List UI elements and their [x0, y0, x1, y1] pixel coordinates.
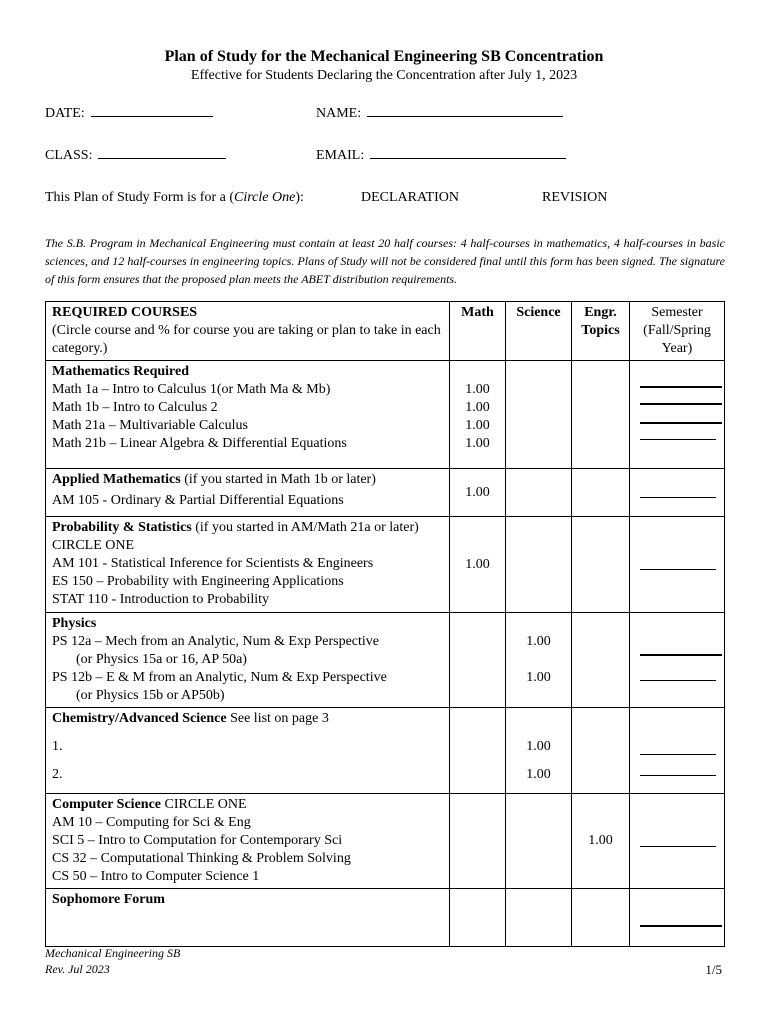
chemistry-item-2[interactable]: 2. — [52, 767, 63, 782]
semester-blank[interactable] — [640, 654, 722, 656]
table-row — [46, 708, 725, 794]
math-value: 1.00 — [465, 418, 490, 433]
prob-stats-note: (if you started in AM/Math 21a or later) CIRCLE ONE — [52, 520, 419, 553]
footer-left — [45, 945, 180, 977]
semester-blank[interactable] — [640, 439, 716, 440]
course-cs-50[interactable]: CS 50 – Intro to Computer Science 1 — [52, 869, 260, 884]
prob-stats-math-cell — [450, 517, 506, 613]
email-label: EMAIL: — [316, 148, 365, 163]
math-value: 1.00 — [465, 382, 490, 397]
chemistry-title: Chemistry/Advanced Science — [52, 711, 227, 726]
page-subtitle: Effective for Students Declaring the Concentration after July 1, 2023 — [190, 68, 578, 83]
table-row — [46, 469, 725, 517]
table-row — [46, 794, 725, 889]
applied-math-title: Applied Mathematics — [52, 472, 181, 487]
physics-title: Physics — [52, 616, 97, 631]
course-am-105[interactable]: AM 105 - Ordinary & Partial Differential Equations — [52, 493, 344, 508]
science-value: 1.00 — [526, 634, 551, 649]
math-required-cell — [46, 361, 450, 469]
applied-math-note: (if you started in Math 1b or later) — [180, 472, 376, 487]
semester-cell — [630, 613, 725, 708]
applied-math-cell — [46, 469, 450, 517]
sophomore-forum-cell — [46, 889, 450, 947]
table-row — [46, 613, 725, 708]
option-declaration[interactable]: DECLARATION — [361, 190, 459, 205]
course-ps-12b[interactable]: PS 12b – E & M from an Analytic, Num & Exp Perspective — [52, 670, 387, 685]
semester-header-text: Semester (Fall/Spring Year) — [643, 305, 711, 356]
semester-cell — [630, 469, 725, 517]
page-number: 1/5 — [705, 962, 722, 977]
science-cell — [506, 361, 572, 469]
math-cell — [450, 613, 506, 708]
semester-cell — [630, 708, 725, 794]
prob-stats-title: Probability & Statistics — [52, 520, 192, 535]
class-blank[interactable] — [98, 146, 226, 159]
footer-program: Mechanical Engineering SB — [45, 946, 181, 960]
computer-science-cell — [46, 794, 450, 889]
plan-type-row — [45, 190, 608, 206]
math-cell — [450, 889, 506, 947]
email-blank[interactable] — [370, 146, 566, 159]
science-header: Science — [506, 302, 572, 361]
course-math-1b[interactable]: Math 1b – Intro to Calculus 2 — [52, 400, 218, 415]
chemistry-item-1[interactable]: 1. — [52, 739, 63, 754]
semester-blank[interactable] — [640, 775, 716, 776]
engr-cell — [572, 889, 630, 947]
semester-blank[interactable] — [640, 925, 722, 927]
semester-blank[interactable] — [640, 846, 716, 847]
course-ps-12b-alt: (or Physics 15b or AP50b) — [76, 688, 225, 703]
class-field[interactable] — [45, 146, 226, 164]
math-value: 1.00 — [465, 484, 490, 500]
chemistry-science-cell — [506, 708, 572, 794]
name-blank[interactable] — [367, 104, 563, 117]
math-value: 1.00 — [465, 436, 490, 451]
science-value: 1.00 — [526, 767, 551, 782]
semester-header — [630, 302, 725, 361]
math-value: 1.00 — [465, 400, 490, 415]
engr-cell — [572, 708, 630, 794]
math-value: 1.00 — [465, 556, 490, 572]
math-cell — [450, 794, 506, 889]
engr-cell — [572, 361, 630, 469]
semester-cell — [630, 794, 725, 889]
table-row — [46, 361, 725, 469]
computer-science-engr-cell — [572, 794, 630, 889]
course-ps-12a[interactable]: PS 12a – Mech from an Analytic, Num & Exp Perspective — [52, 634, 379, 649]
chemistry-cell — [46, 708, 450, 794]
engr-cell — [572, 469, 630, 517]
semester-cell — [630, 889, 725, 947]
date-blank[interactable] — [91, 104, 213, 117]
course-math-21b[interactable]: Math 21b – Linear Algebra & Differential Equations — [52, 436, 347, 451]
science-cell — [506, 794, 572, 889]
required-courses-header — [46, 302, 450, 361]
page-title: Plan of Study for the Mechanical Engineering SB Concentration — [164, 48, 604, 65]
course-sci-5[interactable]: SCI 5 – Intro to Computation for Contemporary Sci — [52, 833, 343, 848]
engr-cell — [572, 613, 630, 708]
semester-cell — [630, 361, 725, 469]
name-label: NAME: — [316, 106, 362, 121]
date-field[interactable] — [45, 104, 213, 122]
sophomore-forum-title: Sophomore Forum — [52, 892, 165, 907]
course-am-10[interactable]: AM 10 – Computing for Sci & Eng — [52, 815, 251, 830]
required-courses-title: REQUIRED COURSES — [52, 305, 198, 320]
option-revision[interactable]: REVISION — [542, 190, 608, 205]
prob-stats-cell — [46, 517, 450, 613]
plan-type-prefix: This Plan of Study Form is for a ( — [45, 190, 234, 205]
science-cell — [506, 517, 572, 613]
physics-science-cell — [506, 613, 572, 708]
table-header-row — [46, 302, 725, 361]
table-row — [46, 889, 725, 947]
science-value: 1.00 — [526, 739, 551, 754]
computer-science-note: CIRCLE ONE — [161, 797, 247, 812]
plan-type-suffix: ): — [295, 190, 304, 205]
course-math-21a[interactable]: Math 21a – Multivariable Calculus — [52, 418, 248, 433]
chemistry-note: See list on page 3 — [226, 711, 329, 726]
semester-blank[interactable] — [640, 754, 716, 755]
engr-topics-header: Engr. Topics — [572, 302, 630, 361]
required-courses-note: (Circle course and % for course you are taking or plan to take in each category.) — [52, 323, 441, 356]
semester-blank[interactable] — [640, 386, 722, 388]
computer-science-title: Computer Science — [52, 797, 161, 812]
course-stat-110[interactable]: STAT 110 - Introduction to Probability — [52, 592, 270, 607]
science-value: 1.00 — [526, 670, 551, 685]
date-label: DATE: — [45, 106, 85, 121]
science-cell — [506, 889, 572, 947]
math-required-math-cell — [450, 361, 506, 469]
plan-type-circle-one: Circle One — [234, 190, 296, 205]
class-label: CLASS: — [45, 148, 93, 163]
course-ps-12a-alt: (or Physics 15a or 16, AP 50a) — [76, 652, 247, 667]
semester-blank[interactable] — [640, 497, 716, 498]
course-cs-32[interactable]: CS 32 – Computational Thinking & Problem Solving — [52, 851, 351, 866]
requirements-notice: The S.B. Program in Mechanical Engineering must contain at least 20 half courses: 4 half-courses in mathematics, 4 half-courses in basic sciences, and 12 half-courses in engineering topics. Plans of Study will not be considered final until this form has been signed. The signature of this form ensures that the proposed plan meets the ABET distribution requirements. — [45, 236, 725, 286]
semester-blank[interactable] — [640, 422, 722, 424]
science-cell — [506, 469, 572, 517]
name-field[interactable] — [316, 104, 563, 122]
semester-blank[interactable] — [640, 569, 716, 570]
table-row — [46, 517, 725, 613]
semester-blank[interactable] — [640, 403, 722, 405]
math-required-title: Mathematics Required — [52, 364, 189, 379]
course-am-101[interactable]: AM 101 - Statistical Inference for Scientists & Engineers — [52, 556, 374, 571]
email-field[interactable] — [316, 146, 566, 164]
course-es-150[interactable]: ES 150 – Probability with Engineering Applications — [52, 574, 344, 589]
required-courses-table — [45, 301, 725, 947]
math-cell — [450, 708, 506, 794]
semester-blank[interactable] — [640, 680, 716, 681]
course-math-1a[interactable]: Math 1a – Intro to Calculus 1(or Math Ma & Mb) — [52, 382, 331, 397]
footer-revision: Rev. Jul 2023 — [45, 962, 110, 976]
applied-math-math-cell — [450, 469, 506, 517]
semester-cell — [630, 517, 725, 613]
engr-value: 1.00 — [588, 833, 613, 848]
math-header: Math — [450, 302, 506, 361]
physics-cell — [46, 613, 450, 708]
engr-cell — [572, 517, 630, 613]
